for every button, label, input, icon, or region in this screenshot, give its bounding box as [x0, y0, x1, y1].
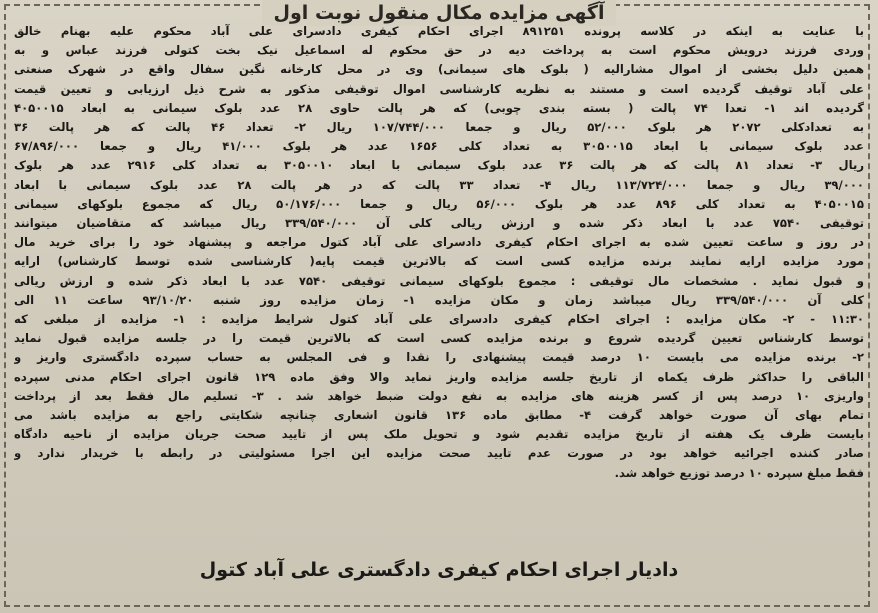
notice-line: بایست ظرف یک هفته از تاریخ مزایده تقدیم شود و تحویل ملک پس از تایید صحت جریان مزایده از ناحیه دادگاه	[14, 427, 864, 442]
notice-line: گردیده اند ۱- تعدا ۷۴ پالت ( بسته بندی چوبی) که هر پالت حاوی ۲۸ عدد بلوک سیمانی به ابعاد ۴۰۵۰۰۱۵	[14, 100, 864, 115]
signature: دادیار اجرای احکام کیفری دادگستری علی آباد کتول	[199, 559, 679, 581]
notice-line: علی آباد توقیف گردیده است و مستند به نظریه کارشناسی اموال توقیفی مذکور به شرح ذیل ارزیابی و تعیین قیمت	[14, 81, 864, 96]
notice-line: ۲- برنده مزایده می بایست ۱۰ درصد قیمت پیشنهادی را نقدا و فی المجلس به حساب سپرده دادگستری واریز و	[14, 350, 864, 365]
notice-line: ریال ۳- تعداد ۸۱ پالت که هر پالت ۳۶ عدد بلوک سیمانی با ابعاد ۳۰۵۰۰۱۰ به تعداد کلی ۲۹۱۶ عدد هر بلوک	[14, 158, 864, 173]
notice-line: وردی فرزند درویش محکوم است به پرداخت دیه در حق محکوم له اسماعیل نیک بخت کتولی فرزند عباس و به	[14, 43, 864, 58]
notice-line: توقیفی ۷۵۴۰ عدد با ابعاد ذکر شده و ارزش ریالی کلی آن ۳۳۹/۵۴۰/۰۰۰ ریال میباشد که متقاضیان میتوانند	[14, 216, 864, 231]
notice-line: و قبول نماید . مشخصات مال توقیفی : مجموع بلوکهای سیمانی توقیفی ۷۵۴۰ عدد با ابعاد ذکر شده و ارزش ریالی	[14, 273, 864, 288]
notice-line: الباقی را حداکثر ظرف یکماه از تاریخ جلسه مزایده واریز نماید والا وفق ماده ۱۲۹ قانون اجرای احکام مدنی سپرده	[14, 369, 864, 384]
notice-line: کلی آن ۳۳۹/۵۴۰/۰۰۰ ریال میباشد زمان و مکان مزایده ۱- زمان مزایده روز شنبه ۹۳/۱۰/۲۰ ساعت ۱۱ الی	[14, 292, 864, 307]
notice-line last-line: فقط مبلغ سپرده ۱۰ درصد توزیع خواهد شد.	[614, 465, 864, 480]
notice-line: واریزی ۱۰ درصد پس از کسر هزینه های مزایده به نفع دولت ضبط خواهد شد . ۳- تسلیم مال فقط بعد از پرداخت	[14, 388, 864, 403]
notice-line: صادر کننده اجرائیه خواهد بود در صورت عدم تایید صحت مزایده این اجرا مسئولیتی در رابطه با خریدار ندارد و	[14, 446, 864, 461]
notice-line: مورد مزایده ارایه نمایند برنده مزایده کسی است که بالاترین قیمت پایه( کارشناسی شده توسط کارشناس) ارایه	[14, 254, 864, 269]
notice-line: به تعدادکلی ۲۰۷۲ هر بلوک ۵۲/۰۰۰ ریال و جمعا ۱۰۷/۷۴۴/۰۰۰ ریال ۲- تعداد ۴۶ پالت که هر پالت ۳۶	[14, 120, 864, 135]
notice-line: تمام بهای آن صورت خواهد گرفت ۴- مطابق ماده ۱۳۶ قانون اشعاری چنانچه شکایتی راجع به مزایده باشد می	[14, 408, 864, 423]
notice-line: توسط کارشناس تعیین گردیده شروع و برنده مزایده کسی است که بالاترین قیمت را در جلسه مزایده قبول نماید	[14, 331, 864, 346]
notice-line: همین دلیل بخشی از اموال مشارالیه ( بلوک های سیمانی) وی در محل کارخانه نگین سفال واقع در شهرک صنعتی	[14, 62, 864, 77]
notice-title: آگهی مزایده مکال منقول نوبت اول	[262, 0, 617, 26]
notice-body	[14, 22, 864, 483]
notice-line: با عنایت به اینکه در کلاسه پرونده ۸۹۱۲۵۱ اجرای احکام کیفری دادسرای علی آباد محکوم علیه بهنام خالق	[14, 24, 864, 38]
notice-line: در روز و ساعت تعیین شده به اجرای احکام کیفری دادسرای علی آباد کتول مراجعه و پیشنهاد خود را برای خرید مال	[14, 235, 864, 250]
notice-line: ۱۱:۳۰ - ۲- مکان مزایده : اجرای احکام کیفری دادسرای علی آباد کتول شرایط مزایده : ۱- مزایده از مبلغی که	[14, 312, 864, 327]
notice-line: ۴۰۵۰۰۱۵ به تعداد کلی ۸۹۶ عدد هر بلوک ۵۶/۰۰۰ ریال و جمعا ۵۰/۱۷۶/۰۰۰ ریال که مجموع بلوکهای سیمانی	[14, 196, 864, 211]
notice-line: عدد بلوک سیمانی با ابعاد ۳۰۵۰۰۱۵ به تعداد کلی ۱۶۵۶ عدد هر بلوک ۴۱/۰۰۰ ریال و جمعا ۶۷/۸۹۶/۰۰۰	[14, 139, 864, 154]
notice-line: ۳۹/۰۰۰ ریال و جمعا ۱۱۳/۷۲۴/۰۰۰ ریال ۴- تعداد ۳۳ پالت که در هر پالت ۲۸ عدد بلوک سیمانی با ابعاد	[14, 177, 864, 192]
